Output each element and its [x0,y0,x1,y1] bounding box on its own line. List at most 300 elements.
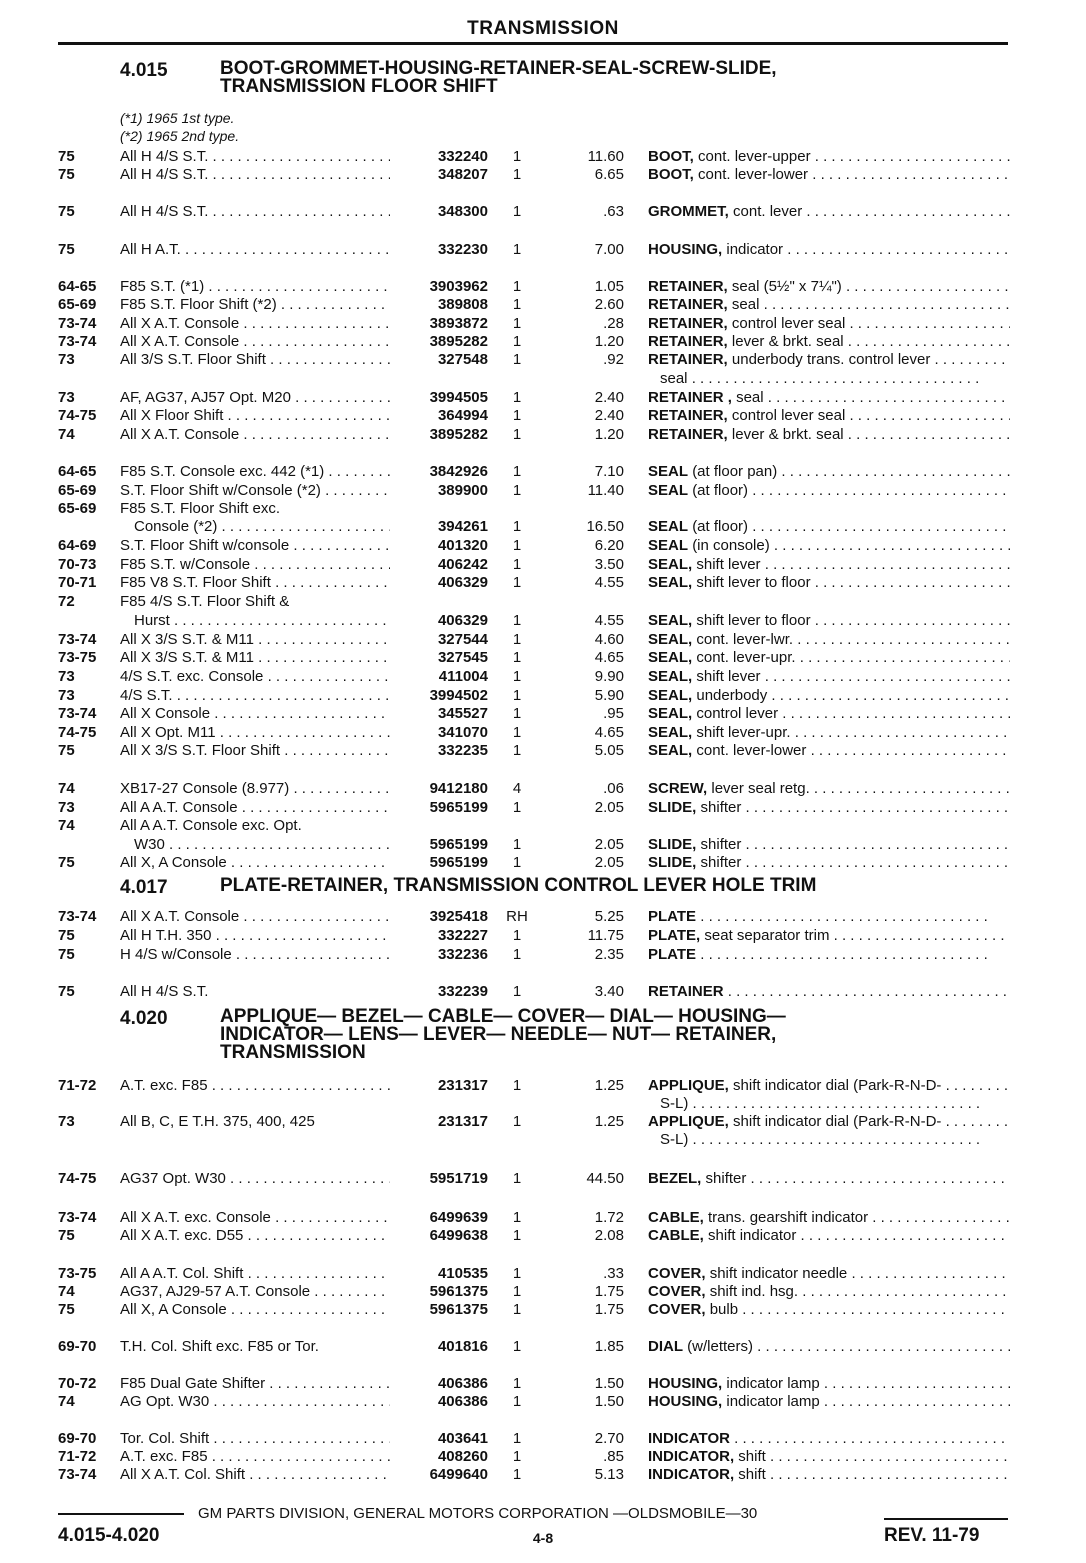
table-row [0,668,1086,687]
part-detail: indicator [726,241,784,258]
quantity: 1 [512,203,522,220]
model-year: 73-74 [58,1209,97,1226]
section-title [220,60,777,96]
price: 1.75 [594,1283,624,1300]
application: All A A.T. Col. Shift . . . [120,1265,390,1282]
quantity: 1 [512,1466,522,1483]
quantity: 1 [512,315,522,332]
quantity: 1 [512,1170,522,1187]
part-description [648,631,1010,648]
part-detail: (w/letters) [687,1338,754,1355]
part-detail: control lever seal [731,407,846,424]
price: .28 [603,315,624,332]
part-name: SEAL, [648,705,693,722]
part-description [648,836,1010,853]
price: 2.40 [594,389,624,406]
application: 4/S S.T. . . . [120,687,390,704]
part-name: CABLE, [648,1209,704,1226]
quantity: 1 [512,631,522,648]
part-name: RETAINER, [648,407,728,424]
quantity: 1 [512,407,522,424]
model-year: 73 [58,687,75,704]
model-year: 74-75 [58,1170,97,1187]
table-row [0,370,1086,389]
part-detail: cont. lever [733,203,803,220]
table-row [0,1338,1086,1357]
part-detail: trans. gearshift indicator [708,1209,869,1226]
price: .63 [603,203,624,220]
price: 5.13 [594,1466,624,1483]
price: 4.65 [594,649,624,666]
part-description [648,780,1010,797]
application: All H T.H. 350 . . . [120,927,390,944]
table-row [0,946,1086,965]
part-name: SCREW, [648,780,708,797]
part-name: INDICATOR, [648,1448,735,1465]
table-row [0,333,1086,352]
part-detail: cont. lever-upr. [696,649,796,666]
application: All X A.T. exc. Console . . . [120,1209,390,1226]
model-year: 75 [58,742,75,759]
model-year: 75 [58,1227,75,1244]
price: 4.55 [594,574,624,591]
part-name: SEAL [648,537,689,554]
table-row [0,463,1086,482]
part-name: SEAL [648,463,689,480]
part-name: SEAL, [648,687,693,704]
part-name: COVER, [648,1283,706,1300]
application: All X, A Console . . . [120,854,390,871]
part-description [648,518,1010,535]
part-detail: underbody trans. control lever [731,351,931,368]
table-row [0,724,1086,743]
table-row [0,1170,1086,1189]
part-name: SLIDE, [648,854,697,871]
model-year: 74 [58,1283,75,1300]
part-name: SLIDE, [648,836,697,853]
part-description [648,1375,1010,1392]
quantity: 1 [512,278,522,295]
model-year: 73 [58,351,75,368]
table-row [0,687,1086,706]
part-description [648,1393,1010,1410]
part-number: 6499638 [429,1227,488,1244]
application: All 3/S S.T. Floor Shift . . . [120,351,390,368]
application: F85 S.T. Console exc. 442 (*1) . . . [120,463,390,480]
part-description [648,705,1010,722]
table-row [0,705,1086,724]
table-row [0,1227,1086,1246]
part-description [648,983,1010,1000]
application: T.H. Col. Shift exc. F85 or Tor. [120,1338,319,1355]
part-number: 3895282 [429,426,488,443]
table-row [0,518,1086,537]
model-year: 73-75 [58,649,97,666]
quantity: 1 [512,482,522,499]
part-detail: underbody [696,687,768,704]
part-name: BOOT, [648,166,694,183]
part-name: HOUSING, [648,1393,723,1410]
part-number: 406386 [437,1375,488,1392]
part-detail: shift indicator dial (Park-R-N-D- [733,1077,942,1094]
model-year: 73 [58,1113,75,1130]
quantity: 1 [512,296,522,313]
part-detail: shift lever [696,668,761,685]
table-row [0,908,1086,927]
model-year: 75 [58,1301,75,1318]
application: AG37, AJ29-57 A.T. Console . . . [120,1283,390,1300]
part-detail: cont. lever-lwr. [696,631,794,648]
part-detail: seal (5½" x 7¼") [731,278,842,295]
model-year: 65-69 [58,500,97,517]
table-row [0,1466,1086,1485]
table-row [0,166,1086,185]
application: All X 3/S S.T. & M11 . . . [120,649,390,666]
part-description [648,927,1010,944]
price: 1.25 [594,1077,624,1094]
price: 5.05 [594,742,624,759]
part-description [648,463,1010,480]
footer-publisher: GM PARTS DIVISION, GENERAL MOTORS CORPORATION —OLDSMOBILE—30 [198,1505,758,1522]
part-name: SEAL, [648,649,693,666]
part-name: GROMMET, [648,203,729,220]
price: 2.05 [594,854,624,871]
part-description [648,1301,1010,1318]
quantity: 1 [512,687,522,704]
quantity: 1 [512,148,522,165]
application: All H A.T. . . . [120,241,390,258]
table-row [0,389,1086,408]
section-note: (*2) 1965 2nd type. [120,128,240,144]
table-row [0,203,1086,222]
part-number: 403641 [437,1430,488,1447]
model-year: 70-73 [58,556,97,573]
table-row [0,537,1086,556]
part-description [648,1338,1010,1355]
part-name: PLATE, [648,927,701,944]
part-number: 389808 [437,296,488,313]
table-row [0,836,1086,855]
quantity: 1 [512,166,522,183]
application: XB17-27 Console (8.977) . . . [120,780,390,797]
part-number: 9412180 [429,780,488,797]
table-row [0,296,1086,315]
part-number: 327544 [437,631,488,648]
part-detail: shifter [705,1170,747,1187]
part-number: 3903962 [429,278,488,295]
section-title [220,1008,786,1062]
model-year: 65-69 [58,296,97,313]
price: 9.90 [594,668,624,685]
price: 1.72 [594,1209,624,1226]
price: 1.50 [594,1393,624,1410]
part-detail: indicator lamp [726,1375,820,1392]
part-detail: shift lever to floor [696,612,811,629]
part-description [660,1095,1022,1112]
part-number: 5961375 [429,1301,488,1318]
part-name: HOUSING, [648,1375,723,1392]
model-year: 75 [58,203,75,220]
quantity: 1 [512,389,522,406]
quantity: 1 [512,649,522,666]
table-row [0,593,1086,612]
model-year: 64-65 [58,463,97,480]
quantity: 1 [512,1338,522,1355]
section-title-line: TRANSMISSION FLOOR SHIFT [220,76,498,97]
part-name: RETAINER, [648,333,728,350]
part-description [648,1430,1010,1447]
table-row [0,1430,1086,1449]
application: Tor. Col. Shift . . . [120,1430,390,1447]
footer-section-ref: 4.015-4.020 [58,1525,160,1546]
quantity: 1 [512,983,522,1000]
table-row [0,1095,1086,1114]
part-number: 406329 [437,574,488,591]
price: 11.40 [587,482,624,499]
application: All X A.T. Console . . . [120,426,390,443]
application: AF, AG37, AJ57 Opt. M20 . . . [120,389,390,406]
part-detail: shifter [700,799,742,816]
model-year: 73 [58,668,75,685]
part-number: 5951719 [429,1170,488,1187]
part-number: 411004 [438,668,488,685]
quantity: 1 [512,463,522,480]
model-year: 69-70 [58,1430,97,1447]
part-name: INDICATOR [648,1430,730,1447]
part-name: SEAL, [648,612,693,629]
price: 7.10 [594,463,624,480]
price: 2.05 [594,799,624,816]
part-description [648,946,1010,963]
part-number: 327545 [437,649,488,666]
table-row [0,407,1086,426]
application: F85 V8 S.T. Floor Shift . . . [120,574,390,591]
quantity: 1 [512,574,522,591]
part-name: DIAL [648,1338,683,1355]
quantity: 1 [512,705,522,722]
price: .33 [603,1265,624,1282]
part-description [648,742,1010,759]
part-name: SEAL, [648,574,693,591]
price: .92 [603,351,624,368]
table-row [0,1301,1086,1320]
part-name: RETAINER, [648,296,728,313]
part-description [648,241,1010,258]
part-number: 401816 [437,1338,488,1355]
part-number: 406242 [437,556,488,573]
part-number: 6499640 [429,1466,488,1483]
model-year: 64-65 [58,278,97,295]
part-detail: shift [738,1448,766,1465]
application: 4/S S.T. exc. Console . . . [120,668,390,685]
quantity: 1 [512,1113,522,1130]
part-name: SEAL, [648,631,693,648]
table-row [0,631,1086,650]
part-number: 364994 [437,407,488,424]
part-description [648,1265,1010,1282]
part-name: RETAINER, [648,351,728,368]
part-description [648,148,1010,165]
part-number: 3994502 [429,687,488,704]
application: All X A.T. Console . . . [120,908,390,925]
table-row [0,241,1086,260]
part-detail: (at floor pan) [692,463,778,480]
model-year: 73-74 [58,1466,97,1483]
part-description [648,1283,1010,1300]
table-row [0,983,1086,1002]
price: 2.05 [594,836,624,853]
application: F85 S.T. Floor Shift exc. [120,500,281,517]
part-description [660,370,1022,387]
model-year: 71-72 [58,1448,97,1465]
quantity: 1 [512,556,522,573]
table-row [0,612,1086,631]
model-year: 75 [58,241,75,258]
part-number: 5965199 [429,836,488,853]
part-detail: S-L) [660,1095,689,1112]
application: Console (*2) . . . [134,518,390,535]
price: 4.65 [594,724,624,741]
application: F85 S.T. (*1) . . . [120,278,390,295]
part-detail: seal [660,370,688,387]
application: All A A.T. Console exc. Opt. [120,817,302,834]
part-number: 332240 [437,148,488,165]
part-name: COVER, [648,1265,706,1282]
table-row [0,426,1086,445]
part-description [648,649,1010,666]
price: .95 [603,705,624,722]
quantity: 1 [512,724,522,741]
table-row [0,1209,1086,1228]
part-name: APPLIQUE, [648,1077,729,1094]
table-row [0,649,1086,668]
price: 1.50 [594,1375,624,1392]
section-number: 4.020 [120,1008,168,1029]
quantity: 4 [512,780,522,797]
application: All X 3/S S.T. Floor Shift . . . [120,742,390,759]
part-description [648,1466,1010,1483]
price: 2.70 [594,1430,624,1447]
model-year: 73-74 [58,631,97,648]
part-name: SLIDE, [648,799,697,816]
part-name: SEAL, [648,724,693,741]
part-description [648,315,1010,332]
quantity: 1 [512,1430,522,1447]
price: 2.40 [594,407,624,424]
application: All X 3/S S.T. & M11 . . . [120,631,390,648]
table-row [0,817,1086,836]
part-number: 332227 [437,927,488,944]
application: All X A.T. Console . . . [120,333,390,350]
application: All H 4/S S.T. . . . [120,148,390,165]
part-name: SEAL [648,518,689,535]
quantity: 1 [512,946,522,963]
application: All H 4/S S.T. [120,983,209,1000]
part-description [648,1448,1010,1465]
part-name: BOOT, [648,148,694,165]
application: All B, C, E T.H. 375, 400, 425 [120,1113,315,1130]
quantity: 1 [512,1393,522,1410]
part-name: PLATE [648,908,697,925]
quantity: 1 [512,1265,522,1282]
application: All X A.T. exc. D55 . . . [120,1227,390,1244]
section-title-line: INDICATOR— LENS— LEVER— NEEDLE— NUT— RETAINER, [220,1024,777,1045]
quantity: 1 [512,1209,522,1226]
part-description [648,574,1010,591]
part-description [648,724,1010,741]
model-year: 75 [58,166,75,183]
application: All X, A Console . . . [120,1301,390,1318]
part-number: 3895282 [429,333,488,350]
model-year: 70-72 [58,1375,97,1392]
price: 7.00 [594,241,624,258]
price: 2.35 [594,946,624,963]
part-number: 5965199 [429,799,488,816]
quantity: 1 [512,1077,522,1094]
part-detail: cont. lever-lower [698,166,809,183]
quantity: 1 [512,241,522,258]
part-number: 341070 [437,724,488,741]
table-row [0,854,1086,873]
section-number: 4.015 [120,60,168,81]
part-name: RETAINER [648,983,724,1000]
price: 1.20 [594,333,624,350]
model-year: 74-75 [58,407,97,424]
part-number: 401320 [437,537,488,554]
application: AG Opt. W30 . . . [120,1393,390,1410]
part-detail: cont. lever-lower [696,742,807,759]
table-row [0,780,1086,799]
application: W30 . . . [134,836,390,853]
table-row [0,315,1086,334]
part-description [648,1209,1010,1226]
part-description [648,166,1010,183]
model-year: 73-74 [58,908,97,925]
table-row [0,556,1086,575]
part-detail: shifter [700,836,742,853]
application: Hurst . . . [134,612,390,629]
table-row [0,927,1086,946]
price: 44.50 [586,1170,624,1187]
part-detail: lever & brkt. seal [731,333,844,350]
table-row [0,1393,1086,1412]
price: 2.08 [594,1227,624,1244]
application: All X Console . . . [120,705,390,722]
part-description [648,389,1010,406]
model-year: 74 [58,780,75,797]
part-number: 231317 [437,1077,488,1094]
part-description [648,556,1010,573]
part-description [660,1131,1022,1148]
part-name: INDICATOR, [648,1466,735,1483]
part-number: 332235 [437,742,488,759]
model-year: 75 [58,148,75,165]
part-detail: shift indicator dial (Park-R-N-D- [733,1113,942,1130]
model-year: 75 [58,983,75,1000]
application: F85 Dual Gate Shifter . . . [120,1375,390,1392]
section-title-line: TRANSMISSION [220,1042,366,1063]
model-year: 73 [58,799,75,816]
footer-page-number: 4-8 [532,1530,554,1546]
part-detail: shift [738,1466,766,1483]
part-description [648,854,1010,871]
part-number: 345527 [437,705,488,722]
price: 16.50 [586,518,624,535]
table-row [0,500,1086,519]
quantity: 1 [512,927,522,944]
model-year: 73-74 [58,333,97,350]
part-description [648,687,1010,704]
